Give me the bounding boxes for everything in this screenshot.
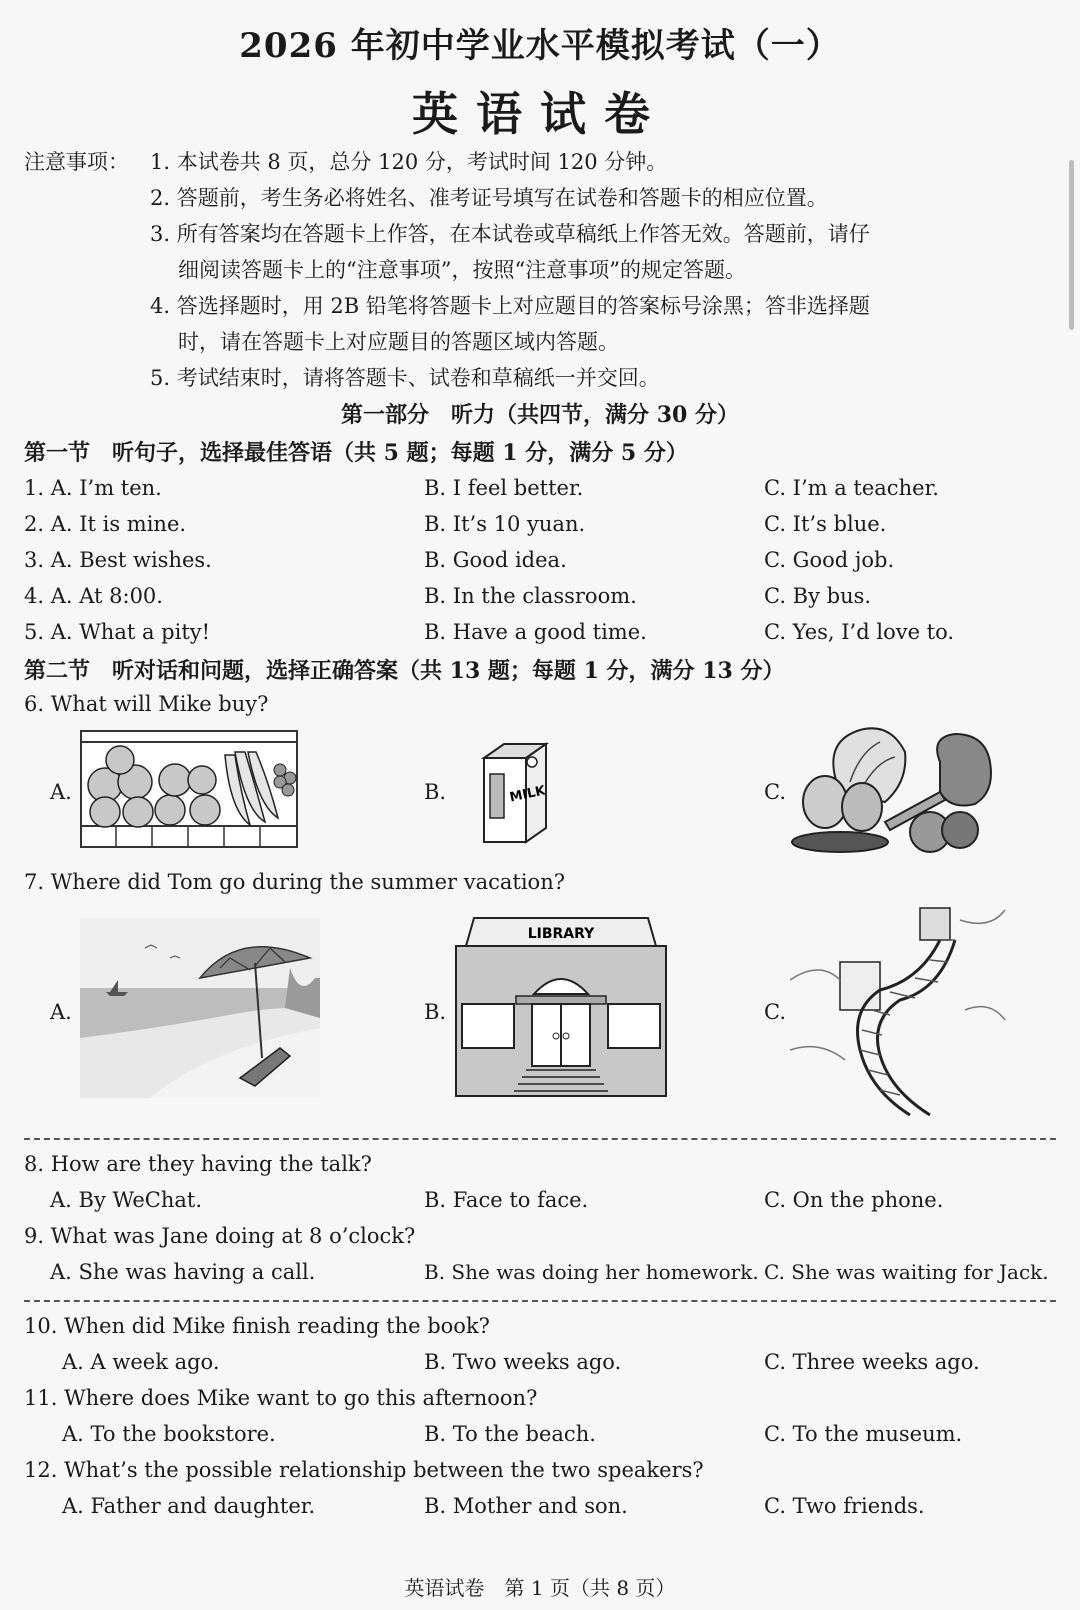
part1-title: 第一部分 听力（共四节，满分 30 分） (341, 402, 739, 428)
q8-option-c: C. On the phone. (764, 1188, 944, 1212)
q7-label-a: A. (50, 1000, 72, 1024)
notice-item-4-cont: 时，请在答题卡上对应题目的答题区域内答题。 (178, 330, 619, 354)
q12-option-b: B. Mother and son. (424, 1494, 628, 1518)
q1-option-a: 1. A. I’m ten. (24, 476, 162, 500)
notice-item-4: 4. 答选择题时，用 2B 铅笔将答题卡上对应题目的答案标号涂黑；答非选择题 (150, 294, 870, 318)
q6-label-a: A. (50, 780, 72, 804)
notice-item-5: 5. 考试结束时，请将答题卡、试卷和草稿纸一并交回。 (150, 366, 660, 390)
q4-option-b: B. In the classroom. (424, 584, 637, 608)
q3-option-b: B. Good idea. (424, 548, 567, 572)
q4-option-a: 4. A. At 8:00. (24, 584, 163, 608)
notice-label: 注意事项： (24, 150, 129, 174)
section-divider-1 (24, 1138, 1056, 1140)
q10-option-c: C. Three weeks ago. (764, 1350, 980, 1374)
notice-item-1: 1. 本试卷共 8 页，总分 120 分，考试时间 120 分钟。 (150, 150, 668, 174)
q12-option-c: C. Two friends. (764, 1494, 925, 1518)
notice-item-2: 2. 答题前，考生务必将姓名、准考证号填写在试卷和答题卡的相应位置。 (150, 186, 828, 210)
q2-option-b: B. It’s 10 yuan. (424, 512, 586, 536)
q7-label-b: B. (424, 1000, 447, 1024)
q5-option-a: 5. A. What a pity! (24, 620, 211, 644)
milk-carton-image (474, 738, 556, 846)
q9-option-c: C. She was waiting for Jack. (764, 1260, 1049, 1284)
q8-option-b: B. Face to face. (424, 1188, 589, 1212)
exam-title: 2026 年初中学业水平模拟考试（一） (239, 26, 841, 66)
q10-stem: 10. When did Mike finish reading the book? (24, 1314, 490, 1338)
q10-option-a: A. A week ago. (62, 1350, 220, 1374)
q1-option-b: B. I feel better. (424, 476, 584, 500)
notice-item-3: 3. 所有答案均在答题卡上作答，在本试卷或草稿纸上作答无效。答题前，请仔 (150, 222, 870, 246)
q5-option-c: C. Yes, I’d love to. (764, 620, 955, 644)
great-wall-image (790, 900, 1010, 1118)
q2-option-a: 2. A. It is mine. (24, 512, 187, 536)
q7-stem: 7. Where did Tom go during the summer vacation? (24, 870, 565, 894)
fruit-stand-image (80, 730, 298, 848)
library-image (452, 914, 670, 1102)
q2-option-c: C. It’s blue. (764, 512, 887, 536)
beach-image (80, 918, 320, 1098)
page-footer: 英语试卷 第 1 页（共 8 页） (404, 1576, 676, 1600)
library-sign: LIBRARY (527, 926, 595, 942)
q9-option-b: B. She was doing her homework. (424, 1260, 759, 1284)
notice-item-3-cont: 细阅读答题卡上的“注意事项”，按照“注意事项”的规定答题。 (178, 258, 746, 282)
q9-stem: 9. What was Jane doing at 8 o’clock? (24, 1224, 416, 1248)
section2-title: 第二节 听对话和问题，选择正确答案（共 13 题；每题 1 分，满分 13 分） (24, 658, 785, 684)
q7-label-c: C. (764, 1000, 786, 1024)
section1-title: 第一节 听句子，选择最佳答语（共 5 题；每题 1 分，满分 5 分） (24, 440, 688, 466)
q11-option-a: A. To the bookstore. (62, 1422, 276, 1446)
q9-option-a: A. She was having a call. (50, 1260, 316, 1284)
q11-stem: 11. Where does Mike want to go this afternoon? (24, 1386, 538, 1410)
milk-label: MILK (508, 783, 547, 806)
q12-option-a: A. Father and daughter. (62, 1494, 316, 1518)
q4-option-c: C. By bus. (764, 584, 872, 608)
q5-option-b: B. Have a good time. (424, 620, 647, 644)
q1-option-c: C. I’m a teacher. (764, 476, 939, 500)
scrollbar-thumb[interactable] (1069, 160, 1074, 330)
q6-label-b: B. (424, 780, 447, 804)
q8-stem: 8. How are they having the talk? (24, 1152, 372, 1176)
q11-option-b: B. To the beach. (424, 1422, 596, 1446)
q11-option-c: C. To the museum. (764, 1422, 963, 1446)
subject-title: 英语试卷 (412, 87, 668, 141)
q6-label-c: C. (764, 780, 786, 804)
q8-option-a: A. By WeChat. (50, 1188, 203, 1212)
q3-option-a: 3. A. Best wishes. (24, 548, 212, 572)
q10-option-b: B. Two weeks ago. (424, 1350, 622, 1374)
q12-stem: 12. What’s the possible relationship between the two speakers? (24, 1458, 704, 1482)
section-divider-2 (24, 1300, 1056, 1302)
q6-stem: 6. What will Mike buy? (24, 692, 269, 716)
q3-option-c: C. Good job. (764, 548, 895, 572)
vegetables-image (790, 722, 996, 860)
